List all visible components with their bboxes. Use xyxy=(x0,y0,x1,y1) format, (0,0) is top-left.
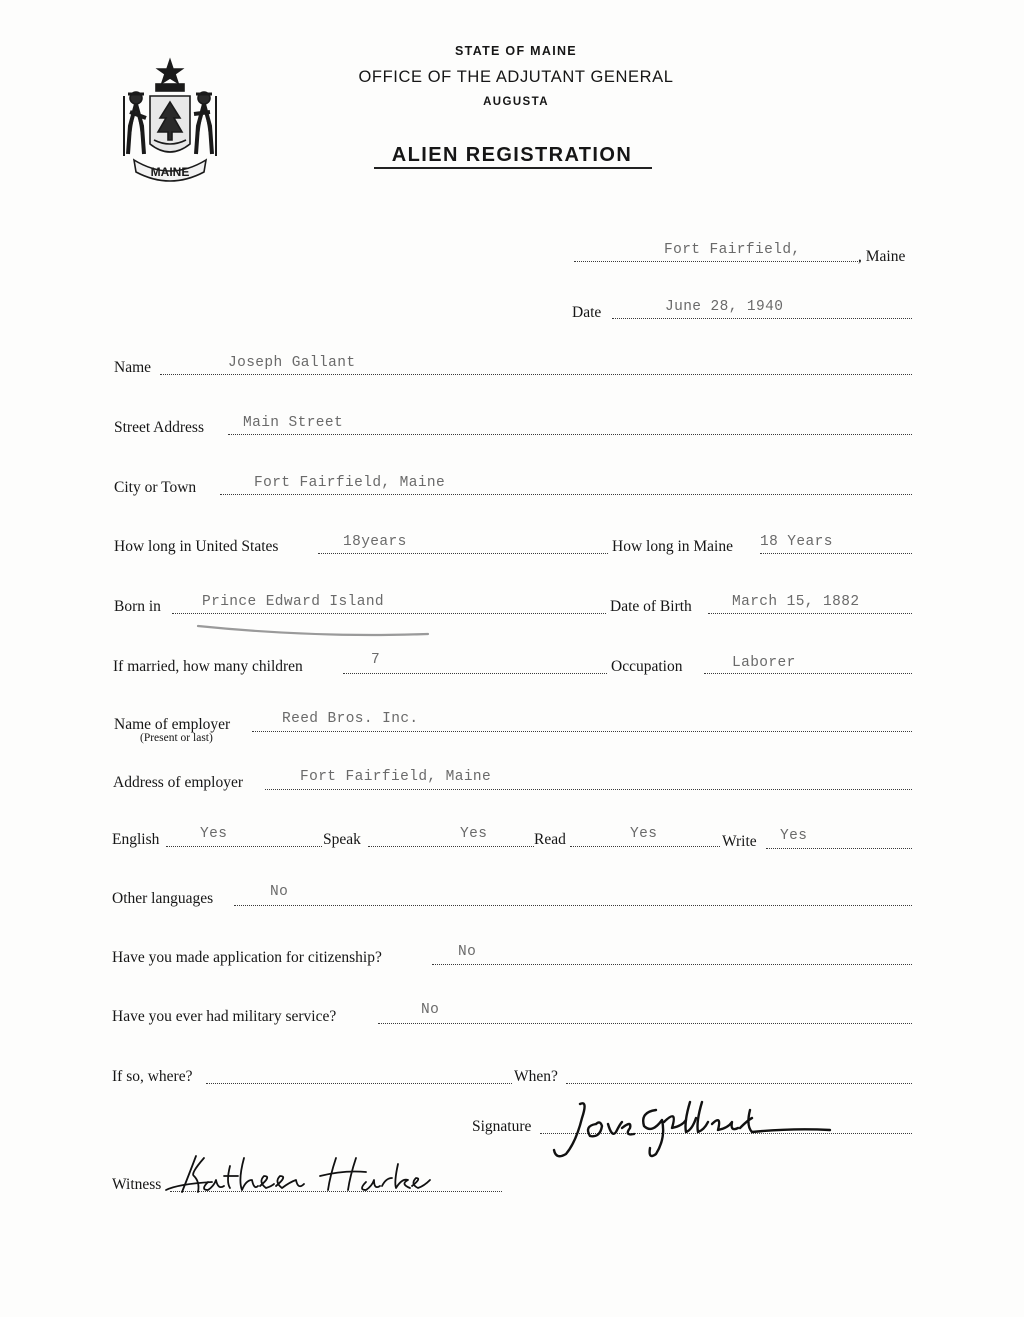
employer-line xyxy=(252,731,912,732)
occupation-label: Occupation xyxy=(611,658,683,675)
military-label: Have you ever had military service? xyxy=(112,1008,337,1025)
name-label: Name xyxy=(114,359,152,376)
form-title: ALIEN REGISTRATION xyxy=(391,144,633,166)
citizenship-value[interactable]: No xyxy=(458,944,477,960)
write-label: Write xyxy=(722,833,757,850)
military-value[interactable]: No xyxy=(421,1002,440,1018)
maine-years-label: How long in Maine xyxy=(612,538,733,555)
title-underline xyxy=(374,167,652,169)
employer-address-line xyxy=(265,789,912,790)
state-heading: STATE OF MAINE xyxy=(455,44,577,58)
street-value[interactable]: Main Street xyxy=(243,415,344,431)
speak-label: Speak xyxy=(323,831,361,848)
children-label: If married, how many children xyxy=(113,658,303,675)
employer-address-label: Address of employer xyxy=(113,774,243,791)
city-label: City or Town xyxy=(114,479,197,496)
citizenship-line xyxy=(432,964,912,965)
employer-address-value[interactable]: Fort Fairfield, Maine xyxy=(300,769,492,785)
born-in-value[interactable]: Prince Edward Island xyxy=(202,594,385,610)
maine-years-value[interactable]: 18 Years xyxy=(760,534,833,550)
english-line xyxy=(166,846,322,847)
place-value[interactable]: Fort Fairfield, xyxy=(664,242,801,258)
employer-value[interactable]: Reed Bros. Inc. xyxy=(282,711,419,727)
street-line xyxy=(228,434,912,435)
occupation-line xyxy=(704,673,912,674)
read-value[interactable]: Yes xyxy=(630,826,658,842)
svg-text:MAINE: MAINE xyxy=(150,165,190,179)
us-years-value[interactable]: 18years xyxy=(343,534,407,550)
maine-years-line xyxy=(760,553,912,554)
name-value[interactable]: Joseph Gallant xyxy=(228,355,356,371)
employer-sublabel: (Present or last) xyxy=(140,732,213,744)
date-value[interactable]: June 28, 1940 xyxy=(665,299,784,315)
dob-label: Date of Birth xyxy=(610,598,692,615)
name-line xyxy=(160,374,912,375)
witness-handwriting xyxy=(160,1152,432,1198)
dob-value[interactable]: March 15, 1882 xyxy=(732,594,860,610)
born-in-label: Born in xyxy=(114,598,161,615)
where-label: If so, where? xyxy=(112,1068,193,1085)
speak-line xyxy=(368,846,534,847)
english-label: English xyxy=(112,831,160,848)
employer-label: Name of employer xyxy=(114,716,231,733)
born-in-line xyxy=(172,613,606,614)
write-value[interactable]: Yes xyxy=(780,828,808,844)
us-years-line xyxy=(318,553,608,554)
read-label: Read xyxy=(534,831,566,848)
pencil-stroke xyxy=(196,622,436,642)
city-heading: AUGUSTA xyxy=(483,96,549,108)
signature-label: Signature xyxy=(472,1118,532,1135)
children-value[interactable]: 7 xyxy=(371,652,381,668)
when-line xyxy=(566,1083,912,1084)
street-label: Street Address xyxy=(114,419,204,436)
speak-value[interactable]: Yes xyxy=(460,826,488,842)
office-heading: OFFICE OF THE ADJUTANT GENERAL xyxy=(358,68,674,86)
us-years-label: How long in United States xyxy=(114,538,279,555)
children-line xyxy=(343,673,607,674)
date-line xyxy=(612,318,912,319)
citizenship-label: Have you made application for citizenship? xyxy=(112,949,382,966)
other-languages-value[interactable]: No xyxy=(270,884,289,900)
military-line xyxy=(378,1023,912,1024)
english-value[interactable]: Yes xyxy=(200,826,228,842)
place-suffix: , Maine xyxy=(858,248,906,265)
dob-line xyxy=(708,613,912,614)
date-label: Date xyxy=(572,304,602,321)
city-value[interactable]: Fort Fairfield, Maine xyxy=(254,475,446,491)
city-line xyxy=(220,494,912,495)
read-line xyxy=(570,846,720,847)
signature-handwriting xyxy=(552,1098,834,1160)
other-languages-label: Other languages xyxy=(112,890,214,907)
when-label: When? xyxy=(514,1068,558,1085)
write-line xyxy=(766,848,912,849)
where-line xyxy=(206,1083,512,1084)
place-line xyxy=(574,261,860,262)
occupation-value[interactable]: Laborer xyxy=(732,655,796,671)
witness-label: Witness xyxy=(112,1176,162,1193)
other-languages-line xyxy=(234,905,912,906)
